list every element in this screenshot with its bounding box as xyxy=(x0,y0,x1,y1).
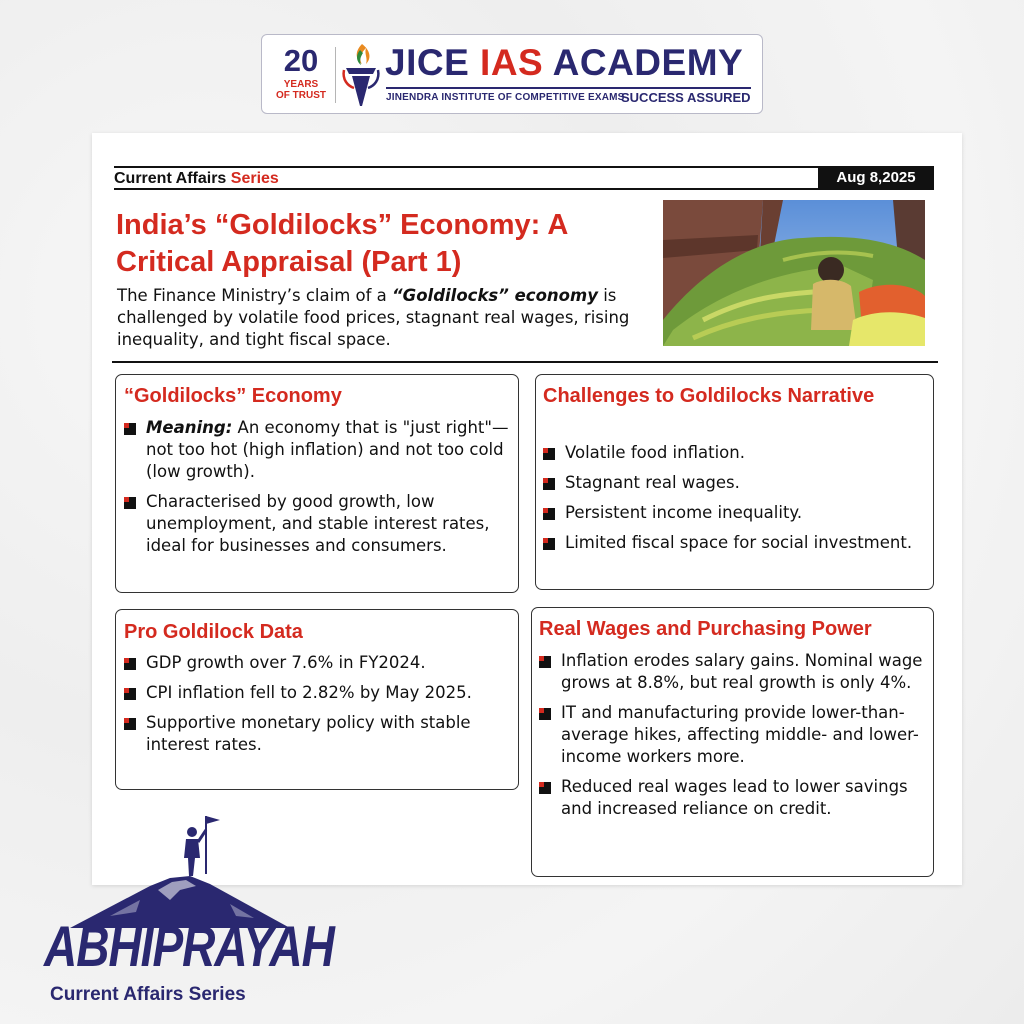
brand-name-academy: ACADEMY xyxy=(543,42,744,83)
list-item xyxy=(124,652,509,674)
list-item xyxy=(543,472,923,494)
list-item-text: Limited fiscal space for social investment. xyxy=(565,533,913,552)
list-item-text: CPI inflation fell to 2.82% by May 2025. xyxy=(146,683,472,702)
series-label xyxy=(114,168,279,190)
years-number: 20 xyxy=(283,43,319,78)
pro-data-heading: Pro Goldilock Data xyxy=(124,621,303,643)
meaning-label: Meaning: xyxy=(146,418,233,437)
bullet-icon xyxy=(543,508,555,520)
list-item-text: GDP growth over 7.6% in FY2024. xyxy=(146,653,426,672)
brand-logo xyxy=(261,34,763,114)
list-item xyxy=(124,682,509,704)
goldilocks-heading: “Goldilocks” Economy xyxy=(124,385,342,407)
years-badge xyxy=(276,45,326,101)
lead-text-end: is challenged by volatile food prices, stagnant real wages, rising inequality, and tight fiscal space. xyxy=(117,286,630,349)
challenges-box xyxy=(535,374,934,590)
torch-icon xyxy=(340,40,382,110)
list-item-text: Persistent income inequality. xyxy=(565,503,803,522)
brand-name-jice: JICE xyxy=(385,42,481,83)
mountain-flag-icon xyxy=(40,808,310,928)
list-item-text: Reduced real wages lead to lower savings and increased reliance on credit. xyxy=(561,777,908,818)
list-item xyxy=(124,712,509,756)
bullet-icon xyxy=(124,497,136,509)
list-item-text: Supportive monetary policy with stable interest rates. xyxy=(146,713,471,754)
brand-underline xyxy=(386,87,751,89)
challenges-list xyxy=(543,442,923,562)
lead-text-start: The Finance Ministry’s claim of a xyxy=(117,286,393,305)
abhiprayah-caption: Current Affairs Series xyxy=(50,984,246,1005)
bullet-icon xyxy=(539,656,551,668)
list-item xyxy=(539,702,927,768)
date-badge: Aug 8,2025 xyxy=(818,166,934,190)
abhiprayah-logo xyxy=(40,808,334,1018)
bullet-icon xyxy=(124,423,136,435)
abhiprayah-wordmark: ABHIPRAYAH xyxy=(44,913,334,979)
real-wages-box xyxy=(531,607,934,877)
goldilocks-economy-box xyxy=(115,374,519,593)
challenges-heading: Challenges to Goldilocks Narrative xyxy=(543,385,875,407)
bullet-icon xyxy=(124,718,136,730)
bullet-icon xyxy=(539,782,551,794)
list-item xyxy=(543,532,923,554)
meaning-text: An economy that is "just right"—not too hot (high inflation) and not too cold (low growth). xyxy=(146,418,509,481)
series-label-main: Current Affairs xyxy=(114,170,231,187)
bullet-icon xyxy=(124,688,136,700)
bullet-icon xyxy=(543,538,555,550)
pro-goldilock-data-box xyxy=(115,609,519,790)
list-item xyxy=(539,650,927,694)
trust-label: OF TRUST xyxy=(276,90,326,101)
list-item-text: Volatile food inflation. xyxy=(565,443,745,462)
logo-separator xyxy=(335,47,336,103)
article-card xyxy=(92,133,962,885)
goldilocks-list xyxy=(124,417,509,565)
article-lead xyxy=(117,285,657,351)
years-label: YEARS xyxy=(283,79,319,90)
bullet-icon xyxy=(124,658,136,670)
section-divider xyxy=(112,361,938,363)
pro-data-list xyxy=(124,652,509,764)
list-item xyxy=(124,491,509,557)
bullet-icon xyxy=(539,708,551,720)
bullet-icon xyxy=(543,478,555,490)
list-item-text: Characterised by good growth, low unemployment, and stable interest rates, ideal for businesses and consumers. xyxy=(146,492,490,555)
wages-list xyxy=(539,650,927,828)
photo-vendor-selling-corn xyxy=(663,200,925,346)
brand-name-ias: IAS xyxy=(480,42,544,83)
bullet-icon xyxy=(543,448,555,460)
brand-subtitle: JINENDRA INSTITUTE OF COMPETITIVE EXAMS xyxy=(386,92,625,103)
list-item xyxy=(543,442,923,464)
list-item xyxy=(124,417,509,483)
wages-heading: Real Wages and Purchasing Power xyxy=(539,618,872,640)
article-title: India’s “Goldilocks” Economy: A Critical Appraisal (Part 1) xyxy=(116,209,568,278)
lead-text-bold: “Goldilocks” economy xyxy=(392,286,598,305)
series-label-accent: Series xyxy=(230,170,279,187)
brand-tagline: SUCCESS ASSURED xyxy=(621,90,751,105)
brand-name xyxy=(385,41,743,85)
header-rule-bottom xyxy=(114,188,934,190)
list-item-text: IT and manufacturing provide lower-than-average hikes, affecting middle- and lower-income workers more. xyxy=(561,703,919,766)
list-item-text: Stagnant real wages. xyxy=(565,473,740,492)
list-item xyxy=(543,502,923,524)
list-item-text: Inflation erodes salary gains. Nominal wage grows at 8.8%, but real growth is only 4%. xyxy=(561,651,923,692)
list-item xyxy=(539,776,927,820)
